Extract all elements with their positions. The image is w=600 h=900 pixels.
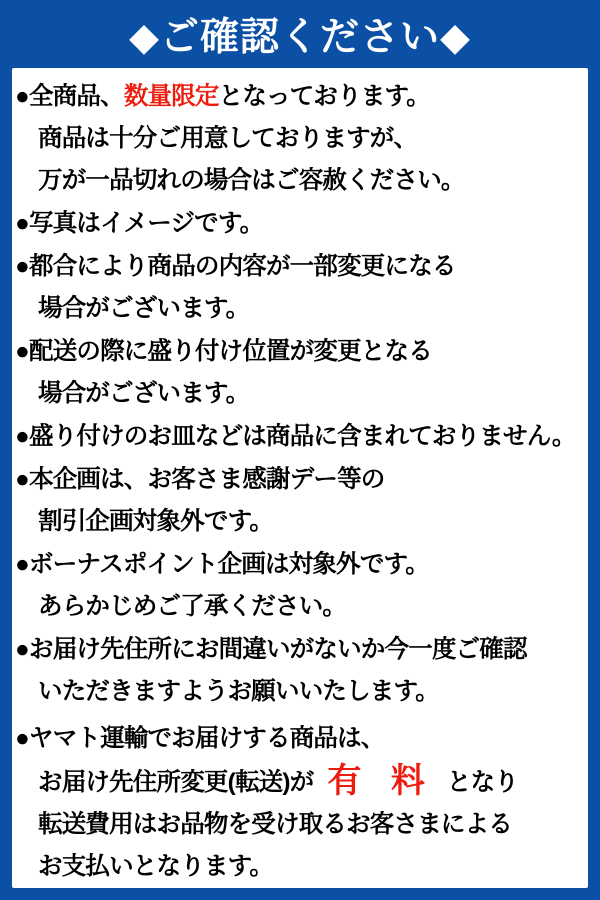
- notice-item: [15, 544, 585, 628]
- notice-text: ●お届け先住所にお間違いがないか今一度ご確認: [15, 636, 527, 663]
- notice-text: ●全商品、: [15, 83, 124, 110]
- notice-item: [15, 629, 585, 713]
- notice-line: [15, 373, 585, 415]
- notice-line: [15, 118, 585, 160]
- notice-line: [15, 203, 585, 245]
- notice-line: [15, 544, 585, 586]
- notice-text: お届け先住所変更(転送)が: [38, 769, 314, 796]
- notice-text: ●写真はイメージです。: [15, 210, 264, 237]
- notice-text: ●本企画は、お客さま感謝デー等の: [15, 466, 385, 493]
- notice-text: となっております。: [218, 83, 430, 110]
- highlight-text: 数量限定: [123, 83, 219, 110]
- notice-line: [15, 760, 585, 804]
- notice-text: 割引企画対象外です。: [38, 508, 274, 535]
- notice-list: [15, 76, 585, 888]
- notice-item: [15, 718, 585, 888]
- notice-line: [15, 331, 585, 373]
- notice-text: 商品は十分ご用意しておりますが、: [38, 125, 418, 152]
- notice-item: [15, 459, 585, 543]
- notice-line: [15, 501, 585, 543]
- notice-text: ●都合により商品の内容が一部変更になる: [15, 253, 456, 280]
- notice-line: [15, 846, 585, 888]
- notice-content-box: [12, 68, 588, 888]
- notice-line: [15, 76, 585, 118]
- notice-text: ●盛り付けのお皿などは商品に含まれておりません。: [15, 423, 576, 450]
- notice-text: ●ヤマト運輸でお届けする商品は、: [15, 725, 385, 752]
- notice-text: ●配送の際に盛り付け位置が変更となる: [15, 338, 432, 365]
- notice-text: 万が一品切れの場合はご容赦ください。: [38, 167, 465, 194]
- notice-line: [15, 459, 585, 501]
- notice-text: 場合がございます。: [38, 295, 250, 322]
- notice-line: [15, 246, 585, 288]
- notice-text: あらかじめご了承ください。: [38, 593, 347, 620]
- notice-text: 場合がございます。: [38, 380, 250, 407]
- notice-text: お支払いとなります。: [38, 853, 274, 880]
- notice-line: [15, 629, 585, 671]
- notice-item: [15, 416, 585, 458]
- notice-line: [15, 160, 585, 202]
- notice-item: [15, 331, 585, 415]
- page-title: ◆ご確認ください◆: [129, 16, 471, 59]
- notice-text: ●ボーナスポイント企画は対象外です。: [15, 551, 429, 578]
- notice-line: [15, 416, 585, 458]
- notice-line: [15, 718, 585, 760]
- notice-line: [15, 288, 585, 330]
- notice-text: 転送費用はお品物を受け取るお客さまによる: [38, 811, 512, 838]
- notice-line: [15, 671, 585, 713]
- notice-line: [15, 804, 585, 846]
- notice-line: [15, 586, 585, 628]
- notice-text: となり: [440, 769, 518, 796]
- notice-item: [15, 246, 585, 330]
- notice-item: [15, 203, 585, 245]
- notice-item: [15, 76, 585, 202]
- notice-text: いただきますようお願いいたします。: [38, 678, 439, 705]
- highlight-text: 有 料: [327, 762, 435, 800]
